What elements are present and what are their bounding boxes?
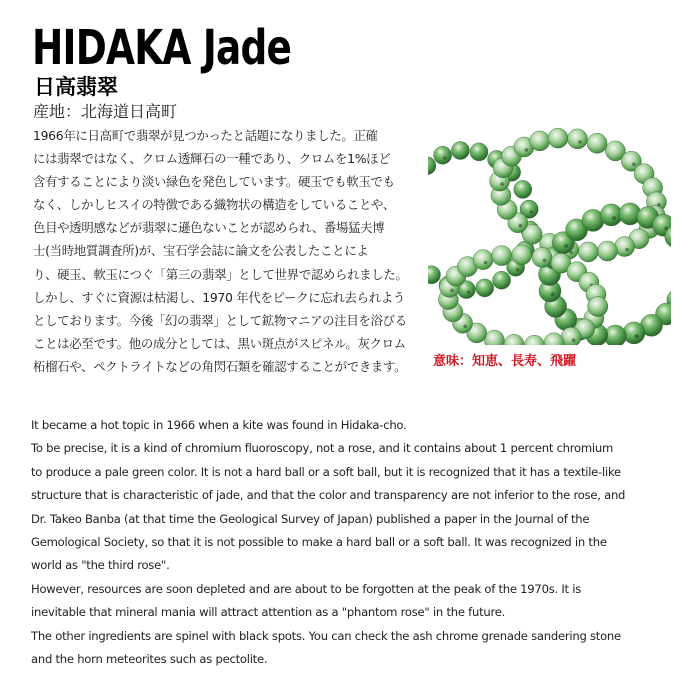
en-line: and the horn meteorites such as pectolite. — [31, 652, 268, 667]
jade-bead — [451, 142, 469, 160]
en-line: world as "the third rose". — [31, 558, 170, 573]
en-line: It became a hot topic in 1966 when a kite was found in Hidaka-cho. — [31, 418, 407, 432]
japanese-name: 日高翡翠 — [34, 75, 118, 99]
jade-bracelet-photo — [428, 125, 671, 345]
jade-bead — [484, 330, 504, 345]
jp-line: なく、しかしヒスイの特徴である織物状の構造をしていることや、 — [33, 197, 395, 213]
english-description — [31, 414, 676, 671]
jp-line: 士(当時地質調査所)が、宝石学会誌に論文を公表したことによ — [33, 243, 369, 259]
en-line: However, resources are soon depleted and are about to be forgotten at the peak of the 1970s. It is — [31, 581, 582, 596]
en-line: The other ingredients are spinel with black spots. You can check the ash chrome grenade sandering stone — [31, 628, 621, 643]
jade-bead — [623, 322, 645, 344]
bead-spot — [612, 216, 616, 220]
jade-bead — [470, 143, 488, 161]
jade-bead — [568, 129, 588, 149]
jp-line: り、硬玉、軟玉につぐ「第三の翡翠」として世界で認められました。 — [33, 266, 408, 282]
jade-bead — [544, 333, 564, 345]
bead-spot — [578, 140, 582, 144]
jade-bead — [428, 266, 441, 284]
en-line: Dr. Takeo Banba (at that time the Geological Survey of Japan) published a paper in the Journal of the — [31, 511, 590, 526]
jade-bead — [532, 247, 552, 267]
jade-bead — [548, 128, 568, 148]
bead-spot — [525, 148, 529, 152]
bead-spot — [635, 334, 639, 338]
jp-line: しかし、すぐに資源は枯渇し、1970 年代をピークに忘れ去られよう — [33, 289, 406, 305]
bead-spot — [632, 162, 636, 166]
jade-bead — [578, 242, 598, 262]
jade-bead — [504, 334, 524, 345]
page-title: HIDAKA Jade — [32, 20, 292, 76]
bead-spot — [484, 261, 488, 265]
bead-spot — [463, 324, 467, 328]
jp-line: 色目や透明感などが翡翠に遜色ないことが認められ、番場猛夫博 — [33, 220, 385, 236]
origin-label: 産地：北海道日高町 — [33, 102, 178, 121]
bead-spot — [500, 182, 504, 186]
en-line: inevitable that mineral mania will attract attention as a "phantom rose" in the future. — [31, 605, 506, 620]
jade-bead — [473, 250, 493, 270]
japanese-description — [33, 124, 413, 378]
jade-bead — [615, 237, 635, 257]
jade-bead — [512, 245, 532, 265]
bead-spot — [467, 291, 470, 294]
jp-line: 含有することにより淡い緑色を発色しています。硬玉でも軟玉でも — [33, 174, 395, 190]
bead-spot — [572, 338, 576, 342]
jade-bead — [588, 297, 608, 317]
jade-bead — [492, 246, 512, 266]
bead-spot — [443, 156, 446, 159]
bead-spot — [519, 224, 523, 228]
en-line: to produce a pale green color. It is not a hard ball or a soft ball, but it is recognized that it has a textile-like — [31, 464, 621, 479]
bead-spot — [543, 259, 547, 263]
bead-spot — [564, 244, 568, 248]
en-line: Gemological Society, so that it is not possible to make a hard ball or a soft ball. It was recognized in the — [31, 535, 607, 550]
jade-bead — [493, 271, 511, 289]
bead-spot — [516, 268, 519, 271]
jade-bead — [514, 180, 532, 198]
bead-spot — [625, 248, 629, 252]
jade-bead — [434, 146, 452, 164]
bead-spot — [450, 289, 454, 293]
jade-bead — [524, 335, 544, 345]
en-line: To be precise, it is a kind of chromium fluoroscopy, not a rose, and it contains about 1 percent chromium — [31, 441, 614, 456]
jade-bead — [476, 279, 494, 297]
bead-spot — [530, 210, 533, 213]
meaning-label: 意味：知恵、長寿、飛躍 — [433, 354, 577, 369]
jp-line: には翡翠ではなく、クロム透輝石の一種であり、クロムを1%ほど — [33, 151, 391, 167]
jade-bead — [530, 131, 550, 151]
en-line: structure that is characteristic of jade, and that the color and transparency are not inferior to the rose, and — [31, 488, 626, 503]
jade-bead — [561, 327, 581, 345]
jp-line: 1966年に日高町で翡翠が見つかったと話題になりました。正確 — [33, 128, 378, 143]
jp-line: 柘榴石や、ペクトライトなどの角閃石類を確認することができます。 — [33, 358, 407, 374]
jade-bead — [597, 241, 617, 261]
jade-beads — [428, 128, 671, 345]
jp-line: としております。今後「幻の翡翠」として鉱物マニアの注目を浴びる — [33, 312, 407, 328]
jp-line: ことは必至です。他の成分としては、黒い斑点がスピネル。灰クロム — [33, 335, 406, 351]
bead-spot — [551, 292, 555, 296]
jade-bead — [587, 133, 607, 153]
